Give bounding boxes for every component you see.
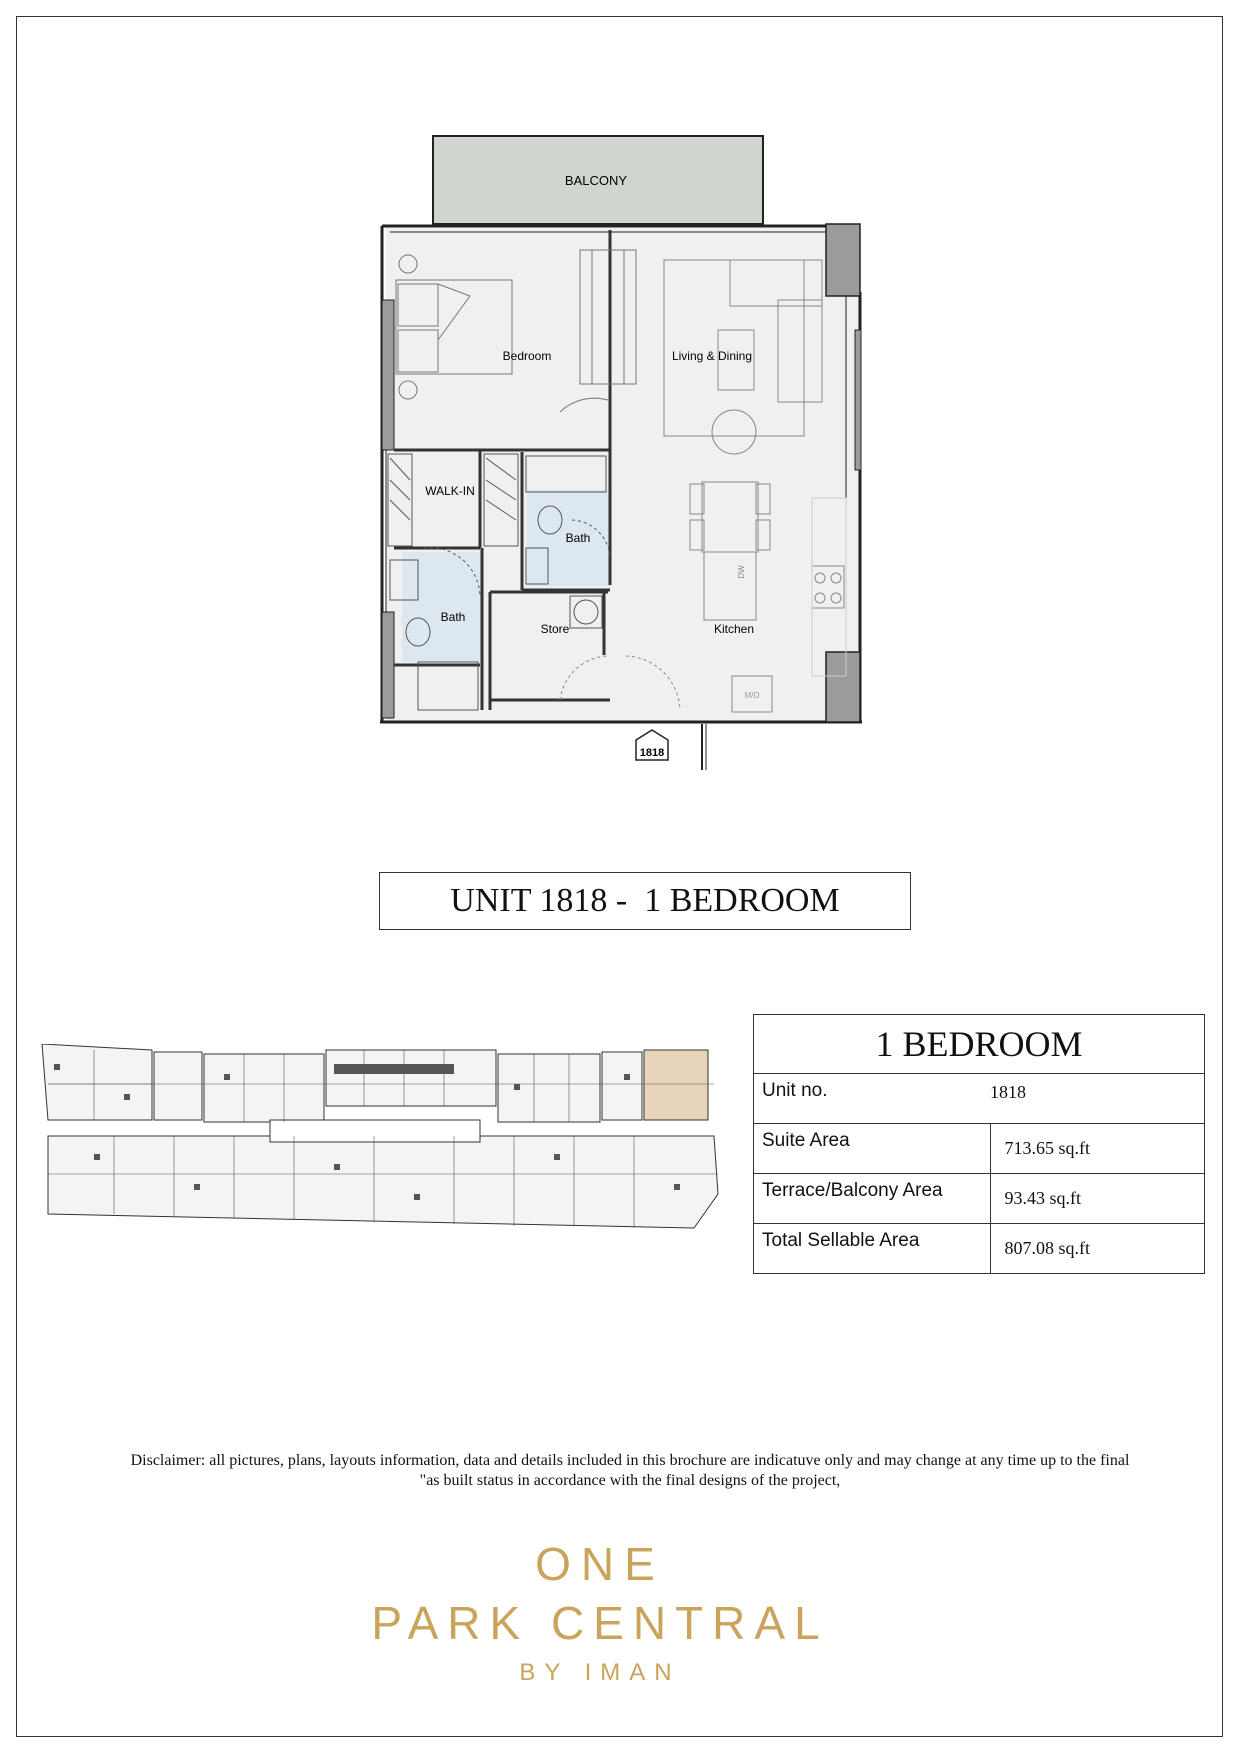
bedroom-label: Bedroom <box>502 349 552 363</box>
key-plan <box>34 1044 734 1230</box>
logo-line-by-iman: BY IMAN <box>519 1659 681 1686</box>
kitchen-label: Kitchen <box>713 622 755 636</box>
bath-lower-label: Bath <box>440 610 466 624</box>
bath-upper-label: Bath <box>565 531 591 545</box>
washer-label: M/O <box>744 691 760 700</box>
total-area-value: 807.08 sq.ft <box>990 1224 1205 1274</box>
unit-info-table <box>753 1014 1205 1274</box>
entrance-tag-label: 1818 <box>639 747 665 759</box>
suite-area-label: Suite Area <box>754 1124 991 1174</box>
disclaimer-line-2: "as built status in accordance with the final designs of the project, <box>419 1472 841 1489</box>
balcony-area-value: 93.43 sq.ft <box>990 1174 1205 1224</box>
balcony-label: BALCONY <box>564 173 628 188</box>
suite-area-value: 713.65 sq.ft <box>990 1124 1205 1174</box>
dishwasher-label: DW <box>737 565 746 579</box>
disclaimer <box>70 1451 1190 1491</box>
unit-no-value: 1818 <box>990 1074 1205 1124</box>
brand-logo <box>340 1535 860 1693</box>
total-area-label: Total Sellable Area <box>754 1224 991 1274</box>
unit-heading: UNIT 1818 - 1 BEDROOM <box>379 872 911 930</box>
disclaimer-line-1: Disclaimer: all pictures, plans, layouts information, data and details included in this brochure are indicatuve only and may change at any time up to the final <box>130 1452 1130 1469</box>
walkin-label: WALK-IN <box>425 484 475 498</box>
logo-line-one: ONE <box>535 1538 665 1590</box>
floor-plan <box>0 0 1241 790</box>
balcony-area-label: Terrace/Balcony Area <box>754 1174 991 1224</box>
logo-line-park-central: PARK CENTRAL <box>371 1597 829 1649</box>
bedroom-type-heading: 1 BEDROOM <box>754 1015 1205 1074</box>
store-label: Store <box>540 622 570 636</box>
living-dining-label: Living & Dining <box>671 349 753 363</box>
unit-no-label: Unit no. <box>754 1074 991 1124</box>
